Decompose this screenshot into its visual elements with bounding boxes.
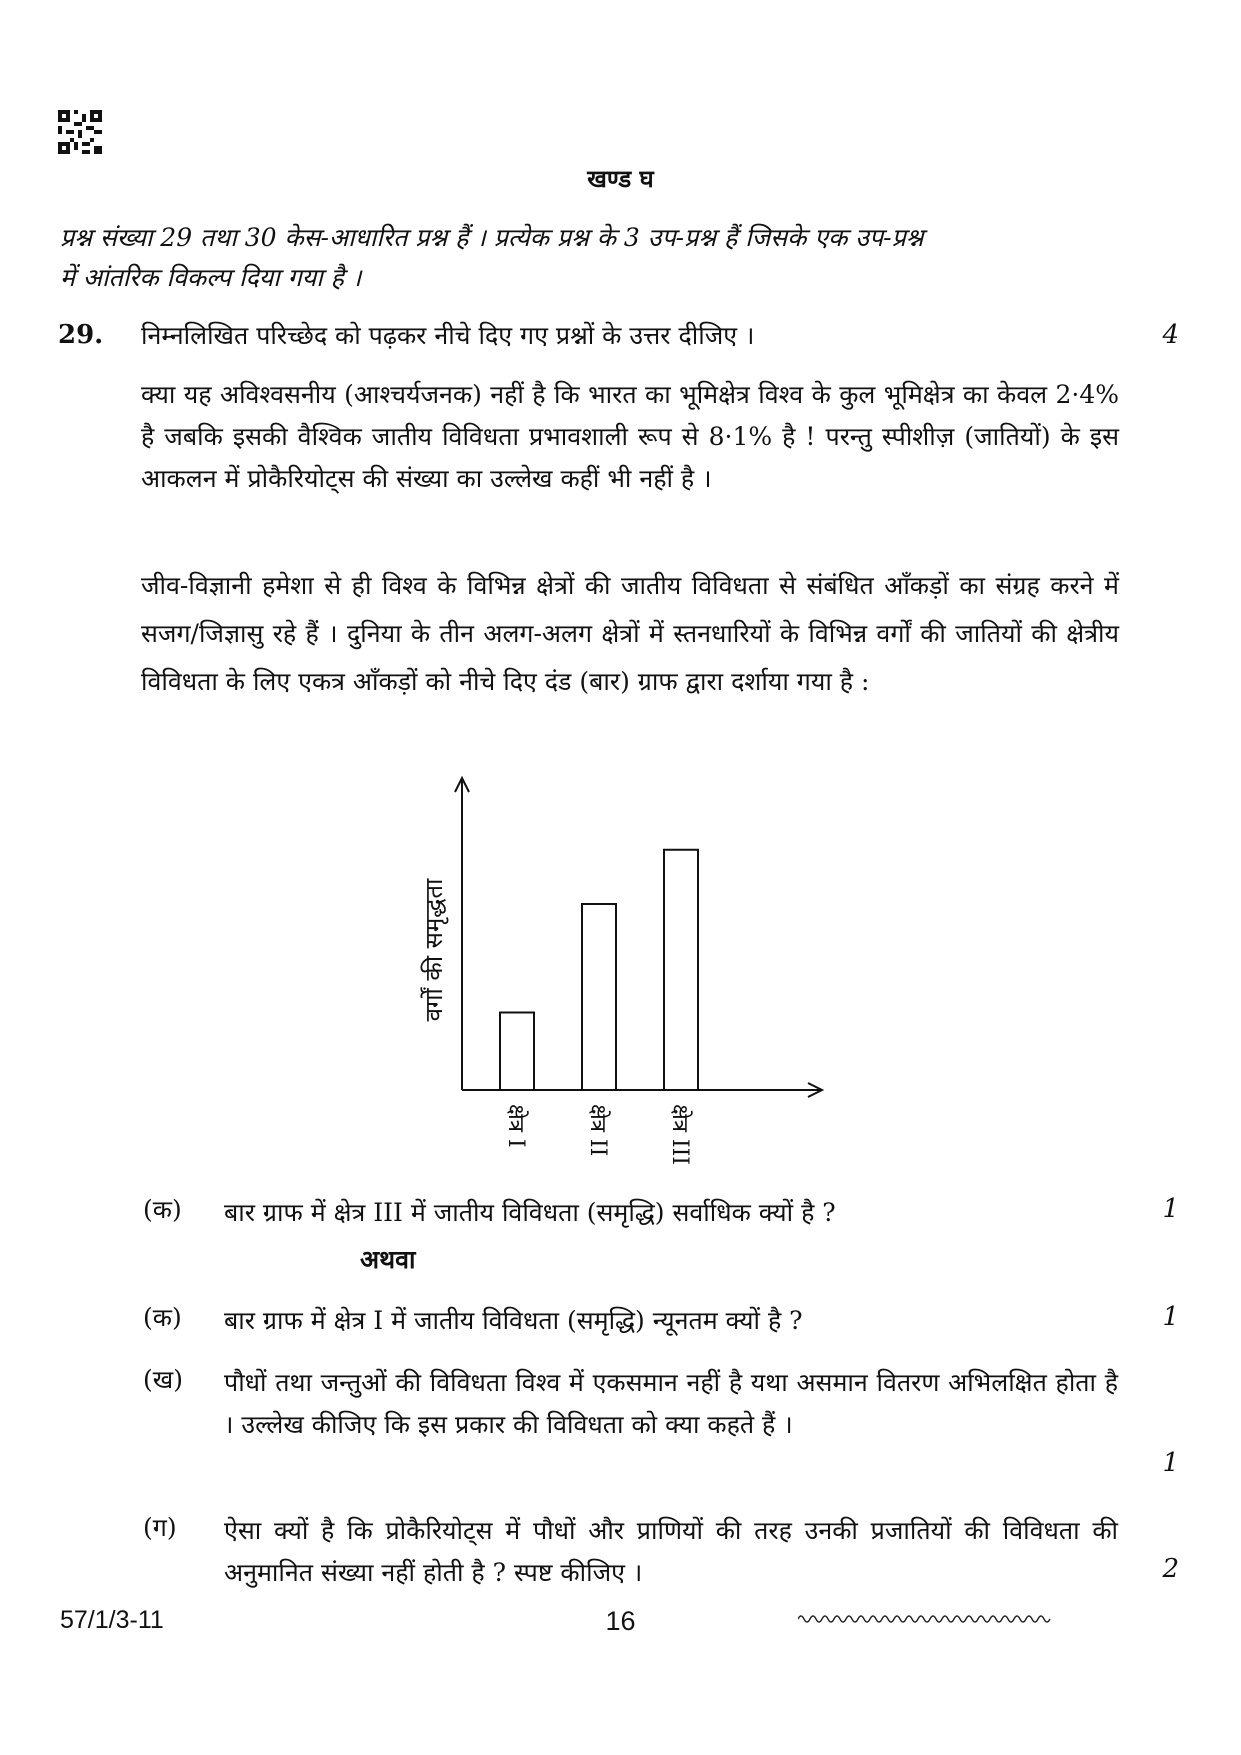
section-title: खण्ड घ — [587, 164, 654, 193]
subquestion-label: (ग) — [143, 1513, 177, 1542]
qr-code-icon — [58, 110, 102, 154]
bar-2 — [582, 904, 616, 1090]
subquestion-text: पौधों तथा जन्तुओं की विविधता विश्व में एकसमान नहीं है यथा असमान वितरण अभिलक्षित होता है । उल्लेख कीजिए कि इस प्रकार की विविधता को क्या कहते हैं । — [224, 1368, 1118, 1439]
x-tick-label: क्षेत्र III — [667, 1104, 692, 1165]
or-label: अथवा — [360, 1245, 416, 1274]
passage-paragraph-1: क्या यह अविश्वसनीय (आश्चर्यजनक) नहीं है कि भारत का भूमिक्षेत्र विश्व के कुल भूमिक्षेत्र का केवल 2·4% है जबकि इसकी वैश्विक जातीय विविधता प्रभावशाली रूप से 8·1% है ! परन्तु स्पीशीज़ (जातियों) के इस आकलन में प्रोकैरियोट्स की संख्या का उल्लेख कहीं भी नहीं है । — [141, 380, 1119, 493]
instruction-line-2: में आंतरिक विकल्प दिया गया है । — [60, 263, 362, 292]
page-number: 16 — [605, 1606, 636, 1636]
subquestion-marks: 1 — [1162, 1448, 1179, 1478]
subquestion-text: बार ग्राफ में क्षेत्र I में जातीय विविधता (समृद्धि) न्यूनतम क्यों है ? — [224, 1306, 803, 1335]
instruction-line-1: प्रश्न संख्या 29 तथा 30 केस-आधारित प्रश्न हैं । प्रत्येक प्रश्न के 3 उप-प्रश्न हैं जिसके एक उप-प्रश्न — [60, 223, 924, 252]
subquestion-text: ऐसा क्यों है कि प्रोकैरियोट्स में पौधों और प्राणियों की तरह उनकी प्रजातियों की विविधता की अनुमानित संख्या नहीं होती है ? स्पष्ट कीजिए । — [224, 1516, 1118, 1587]
subquestion-label: (क) — [143, 1303, 182, 1332]
subquestion-marks: 1 — [1162, 1302, 1179, 1332]
question-number: 29. — [58, 320, 104, 350]
subquestion-marks: 2 — [1162, 1554, 1179, 1584]
x-tick-label: क्षेत्र II — [585, 1104, 610, 1157]
bar-3 — [664, 850, 698, 1090]
wavy-line-icon — [798, 1612, 1052, 1626]
subquestion-label: (ख) — [143, 1365, 183, 1394]
y-axis-label: वर्गों की समृद्धता — [420, 878, 448, 1022]
section-instructions — [60, 218, 1140, 298]
question-intro: निम्नलिखित परिच्छेद को पढ़कर नीचे दिए गए प्रश्नों के उत्तर दीजिए । — [141, 321, 755, 350]
subquestion-marks: 1 — [1162, 1194, 1179, 1224]
x-tick-label: क्षेत्र I — [503, 1104, 528, 1148]
subquestion-text: बार ग्राफ में क्षेत्र III में जातीय विविधता (समृद्धि) सर्वाधिक क्यों है ? — [224, 1198, 836, 1227]
bar-chart — [400, 760, 860, 1180]
subquestion-label: (क) — [143, 1195, 182, 1224]
bar-1 — [500, 1013, 534, 1091]
passage-paragraph-2: जीव-विज्ञानी हमेशा से ही विश्व के विभिन्न क्षेत्रों की जातीय विविधता से संबंधित आँकड़ों का संग्रह करने में सजग/जिज्ञासु रहे हैं । दुनिया के तीन अलग-अलग क्षेत्रों में स्तनधारियों के विभिन्न वर्गों की जातियों की क्षेत्रीय विविधता के लिए एकत्र आँकड़ों को नीचे दिए दंड (बार) ग्राफ द्वारा दर्शाया गया है : — [141, 571, 1119, 696]
paper-code: 57/1/3-11 — [60, 1606, 164, 1634]
question-marks: 4 — [1162, 320, 1179, 350]
